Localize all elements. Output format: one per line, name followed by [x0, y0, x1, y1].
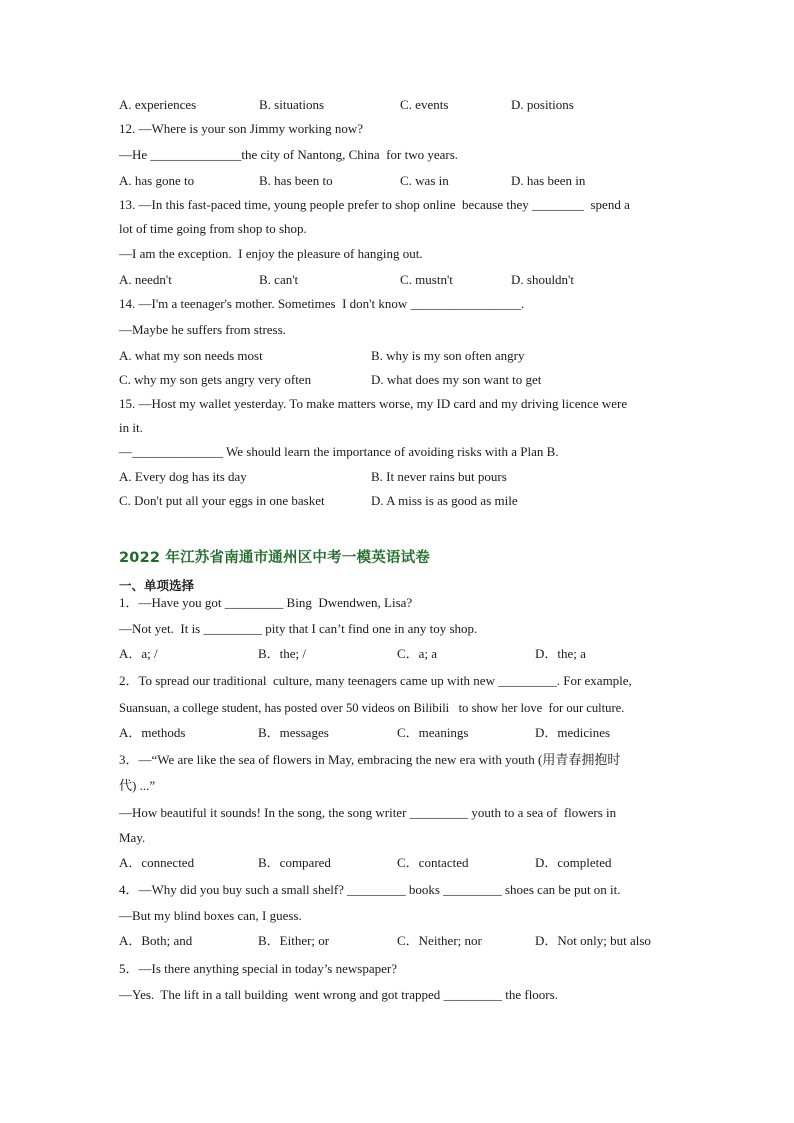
q2-question: 2．To spread our traditional culture, many teenagers came up with new _________. For example, — [119, 673, 632, 688]
q1-option-a: A．a; / — [119, 646, 158, 661]
q15-option-d: D. A miss is as good as mile — [371, 493, 518, 508]
q1-option-c: C．a; a — [397, 646, 438, 661]
q3-question: 3．—“We are like the sea of flowers in May, embracing the new era with youth (用青春拥抱时 — [119, 752, 621, 767]
q3-response-cont: May. — [119, 830, 146, 845]
q13-question-cont: lot of time going from shop to shop. — [119, 221, 307, 236]
q12-option-a: A. has gone to — [119, 173, 195, 188]
q14-option-a: A. what my son needs most — [119, 348, 263, 363]
q14-option-d: D. what does my son want to get — [371, 372, 542, 387]
q12-option-d: D. has been in — [511, 173, 586, 188]
q5-question: 5．—Is there anything special in today’s newspaper? — [119, 961, 397, 976]
q13-option-c: C. mustn't — [400, 272, 453, 287]
section-title: 一、单项选择 — [119, 578, 195, 593]
q15-question-cont: in it. — [119, 420, 143, 435]
q1-option-d: D．the; a — [535, 646, 586, 661]
q14-option-c: C. why my son gets angry very often — [119, 372, 312, 387]
q3-option-c: C．contacted — [397, 855, 469, 870]
q3-option-d: D．completed — [535, 855, 612, 870]
q2-option-b: B．messages — [258, 725, 329, 740]
q13-option-a: A. needn't — [119, 272, 172, 287]
q4-options — [119, 933, 679, 949]
q2-question-cont: Suansuan, a college student, has posted over 50 videos on Bilibili to show her love for our culture. — [119, 701, 625, 715]
q11-options — [119, 97, 679, 113]
q11-option-c: C. events — [400, 97, 449, 112]
q2-options — [119, 725, 679, 741]
q11-option-a: A. experiences — [119, 97, 197, 112]
q15-option-b: B. It never rains but pours — [371, 469, 507, 484]
q13-option-b: B. can't — [259, 272, 299, 287]
q11-option-b: B. situations — [259, 97, 325, 112]
q4-option-d: D．Not only; but also — [535, 933, 651, 948]
q13-response: —I am the exception. I enjoy the pleasure of hanging out. — [119, 246, 423, 261]
q2-option-c: C．meanings — [397, 725, 469, 740]
q13-options — [119, 272, 679, 288]
q12-option-b: B. has been to — [259, 173, 333, 188]
q14-response: —Maybe he suffers from stress. — [119, 322, 286, 337]
exam-title: 2022 年江苏省南通市通州区中考一模英语试卷 — [119, 550, 431, 566]
q13-question: 13. —In this fast-paced time, young people prefer to shop online because they ________ spend a — [119, 197, 630, 212]
q2-option-d: D．medicines — [535, 725, 611, 740]
q15-option-c: C. Don't put all your eggs in one basket — [119, 493, 325, 508]
q12-question: 12. —Where is your son Jimmy working now? — [119, 121, 364, 136]
q1-options — [119, 646, 679, 662]
q4-question: 4．—Why did you buy such a small shelf? _________ books _________ shoes can be put on it. — [119, 882, 621, 897]
q1-question: 1．—Have you got _________ Bing Dwendwen, Lisa? — [119, 595, 413, 610]
q15-options-row1 — [119, 469, 679, 485]
q15-response: —______________ We should learn the importance of avoiding risks with a Plan B. — [119, 444, 559, 459]
q3-response: —How beautiful it sounds! In the song, the song writer _________ youth to a sea of flowers in — [119, 805, 617, 820]
q15-question: 15. —Host my wallet yesterday. To make matters worse, my ID card and my driving licence were — [119, 396, 628, 411]
q12-option-c: C. was in — [400, 173, 449, 188]
q13-option-d: D. shouldn't — [511, 272, 575, 287]
q4-option-b: B．Either; or — [258, 933, 330, 948]
q4-option-a: A．Both; and — [119, 933, 193, 948]
q3-question-cont: 代) ...” — [119, 778, 156, 793]
q3-option-b: B．compared — [258, 855, 331, 870]
q1-response: —Not yet. It is _________ pity that I can’t find one in any toy shop. — [119, 621, 478, 636]
q3-option-a: A．connected — [119, 855, 195, 870]
q14-question: 14. —I'm a teenager's mother. Sometimes I don't know _________________. — [119, 296, 525, 311]
q1-option-b: B．the; / — [258, 646, 307, 661]
q3-options — [119, 855, 679, 871]
q15-option-a: A. Every dog has its day — [119, 469, 247, 484]
q11-option-d: D. positions — [511, 97, 574, 112]
q4-option-c: C．Neither; nor — [397, 933, 482, 948]
q4-response: —But my blind boxes can, I guess. — [119, 908, 302, 923]
q2-option-a: A．methods — [119, 725, 186, 740]
q15-options-row2 — [119, 493, 679, 509]
q12-options — [119, 173, 679, 189]
q5-response: —Yes. The lift in a tall building went wrong and got trapped _________ the floors. — [119, 987, 558, 1002]
q14-option-b: B. why is my son often angry — [371, 348, 525, 363]
q12-response: —He ______________the city of Nantong, China for two years. — [119, 147, 459, 162]
q14-options-row1 — [119, 348, 679, 364]
q14-options-row2 — [119, 372, 679, 388]
